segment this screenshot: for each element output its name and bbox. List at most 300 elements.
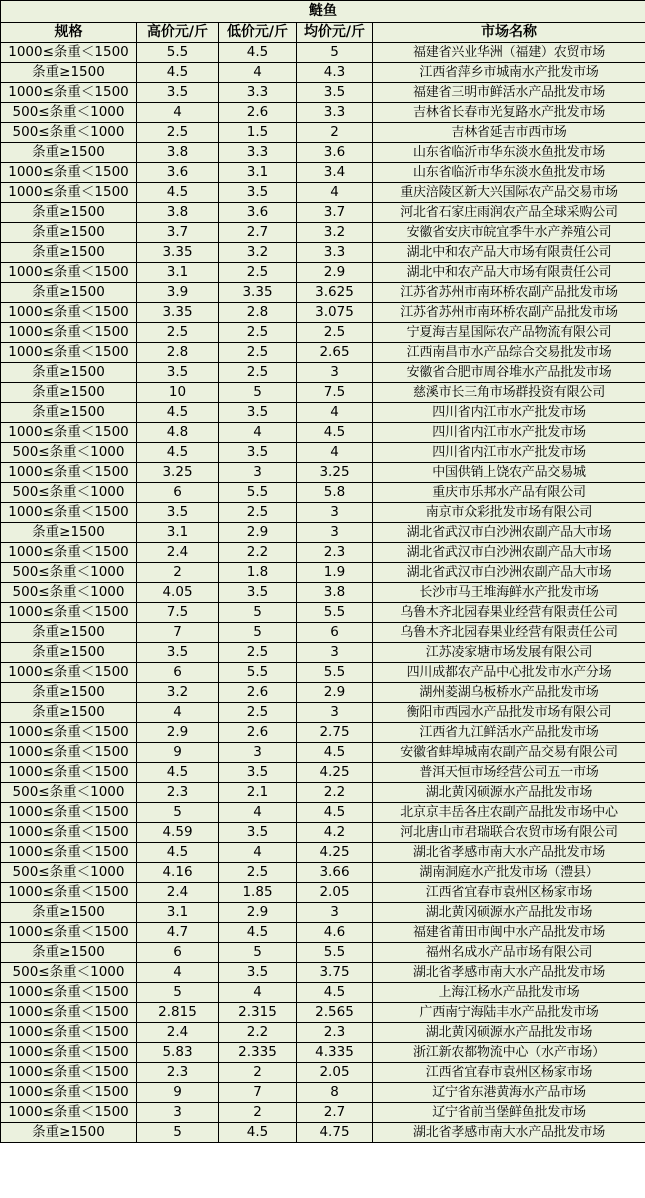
cell-avg-price: 2.3 [297,543,373,563]
cell-market-name: 江西省萍乡市城南水产批发市场 [373,63,645,83]
cell-low-price: 3.1 [219,163,297,183]
cell-low-price: 2.5 [219,263,297,283]
header-avg-price: 均价元/斤 [297,23,373,43]
table-row [1,483,645,503]
table-row [1,683,645,703]
cell-high-price: 4 [137,103,219,123]
cell-market-name: 辽宁省东港黄海水产品市场 [373,1083,645,1103]
cell-market-name: 湖北省孝感市南大水产品批发市场 [373,843,645,863]
cell-market-name: 山东省临沂市华东淡水鱼批发市场 [373,163,645,183]
cell-low-price: 3.5 [219,823,297,843]
cell-high-price: 4.59 [137,823,219,843]
table-row [1,723,645,743]
cell-low-price: 3.2 [219,243,297,263]
cell-high-price: 4.5 [137,403,219,423]
cell-high-price: 3.9 [137,283,219,303]
cell-market-name: 河北唐山市君瑞联合农贸市场有限公司 [373,823,645,843]
cell-high-price: 3 [137,1103,219,1123]
cell-market-name: 宁夏海吉星国际农产品物流有限公司 [373,323,645,343]
cell-market-name: 吉林省长春市光复路水产批发市场 [373,103,645,123]
table-row [1,923,645,943]
cell-spec: 1000≤条重＜1500 [1,983,137,1003]
cell-market-name: 四川省内江市水产批发市场 [373,403,645,423]
cell-market-name: 湖南洞庭水产批发市场（澧县） [373,863,645,883]
cell-spec: 1000≤条重＜1500 [1,1083,137,1103]
cell-low-price: 4 [219,423,297,443]
table-row [1,403,645,423]
table-body [1,1,645,1143]
cell-spec: 1000≤条重＜1500 [1,183,137,203]
table-row [1,643,645,663]
cell-spec: 500≤条重＜1000 [1,103,137,123]
cell-high-price: 4 [137,963,219,983]
cell-market-name: 湖北黄冈硕源水产品批发市场 [373,783,645,803]
cell-avg-price: 3.4 [297,163,373,183]
table-row [1,243,645,263]
cell-spec: 1000≤条重＜1500 [1,343,137,363]
cell-market-name: 中国供销上饶农产品交易城 [373,463,645,483]
cell-spec: 条重≥1500 [1,1123,137,1143]
cell-avg-price: 3.075 [297,303,373,323]
cell-market-name: 普洱天恒市场经营公司五一市场 [373,763,645,783]
cell-market-name: 山东省临沂市华东淡水鱼批发市场 [373,143,645,163]
cell-high-price: 3.2 [137,683,219,703]
table-row [1,803,645,823]
table-row [1,623,645,643]
cell-market-name: 湖北中和农产品大市场有限责任公司 [373,263,645,283]
table-row [1,363,645,383]
cell-high-price: 3.1 [137,523,219,543]
cell-low-price: 2.6 [219,683,297,703]
cell-low-price: 2.9 [219,523,297,543]
cell-avg-price: 2.75 [297,723,373,743]
cell-spec: 1000≤条重＜1500 [1,1063,137,1083]
cell-high-price: 3.5 [137,83,219,103]
cell-low-price: 2.7 [219,223,297,243]
cell-low-price: 5 [219,383,297,403]
cell-avg-price: 4.3 [297,63,373,83]
cell-avg-price: 4.25 [297,843,373,863]
cell-high-price: 4.5 [137,843,219,863]
cell-high-price: 4.7 [137,923,219,943]
cell-low-price: 2.5 [219,363,297,383]
cell-avg-price: 5.5 [297,603,373,623]
cell-low-price: 3.35 [219,283,297,303]
cell-low-price: 2.6 [219,103,297,123]
table-row [1,543,645,563]
table-row [1,283,645,303]
cell-market-name: 上海江杨水产品批发市场 [373,983,645,1003]
cell-avg-price: 3.25 [297,463,373,483]
cell-low-price: 1.8 [219,563,297,583]
table-row [1,323,645,343]
cell-spec: 条重≥1500 [1,283,137,303]
table-row [1,903,645,923]
table-row [1,583,645,603]
table-row [1,1123,645,1143]
cell-high-price: 2.3 [137,783,219,803]
cell-avg-price: 2.2 [297,783,373,803]
cell-avg-price: 4 [297,403,373,423]
cell-avg-price: 2.7 [297,1103,373,1123]
cell-low-price: 2 [219,1063,297,1083]
table-row [1,83,645,103]
table-row [1,343,645,363]
cell-low-price: 4.5 [219,1123,297,1143]
cell-high-price: 10 [137,383,219,403]
cell-spec: 1000≤条重＜1500 [1,83,137,103]
cell-low-price: 5.5 [219,483,297,503]
cell-market-name: 江西省九江鲜活水产品批发市场 [373,723,645,743]
header-high-price: 高价元/斤 [137,23,219,43]
cell-high-price: 5.5 [137,43,219,63]
cell-spec: 条重≥1500 [1,243,137,263]
cell-spec: 1000≤条重＜1500 [1,1023,137,1043]
cell-market-name: 乌鲁木齐北园春果业经营有限责任公司 [373,603,645,623]
table-row [1,203,645,223]
table-row [1,603,645,623]
cell-spec: 1000≤条重＜1500 [1,883,137,903]
cell-avg-price: 2.5 [297,323,373,343]
cell-avg-price: 5.5 [297,663,373,683]
cell-avg-price: 3.3 [297,103,373,123]
cell-market-name: 安徽省合肥市周谷堆水产品批发市场 [373,363,645,383]
table-row [1,563,645,583]
cell-market-name: 湖州菱湖乌板桥水产品批发市场 [373,683,645,703]
cell-spec: 条重≥1500 [1,203,137,223]
cell-spec: 1000≤条重＜1500 [1,423,137,443]
table-row [1,143,645,163]
cell-market-name: 南京市众彩批发市场有限公司 [373,503,645,523]
table-row [1,1063,645,1083]
cell-avg-price: 3.75 [297,963,373,983]
cell-high-price: 7.5 [137,603,219,623]
table-row [1,1043,645,1063]
cell-high-price: 4 [137,703,219,723]
cell-avg-price: 2.05 [297,1063,373,1083]
cell-market-name: 福州名成水产品市场有限公司 [373,943,645,963]
cell-spec: 1000≤条重＜1500 [1,1043,137,1063]
cell-high-price: 3.5 [137,363,219,383]
cell-low-price: 3.3 [219,143,297,163]
cell-high-price: 5.83 [137,1043,219,1063]
cell-market-name: 江苏省苏州市南环桥农副产品批发市场 [373,303,645,323]
cell-high-price: 4.05 [137,583,219,603]
cell-spec: 条重≥1500 [1,523,137,543]
cell-avg-price: 4 [297,183,373,203]
cell-market-name: 浙江新农都物流中心（水产市场） [373,1043,645,1063]
cell-spec: 1000≤条重＜1500 [1,43,137,63]
cell-low-price: 4 [219,983,297,1003]
cell-avg-price: 4.335 [297,1043,373,1063]
cell-market-name: 湖北黄冈硕源水产品批发市场 [373,1023,645,1043]
cell-spec: 500≤条重＜1000 [1,963,137,983]
cell-market-name: 长沙市马王堆海鲜水产批发市场 [373,583,645,603]
cell-avg-price: 4.5 [297,423,373,443]
cell-market-name: 湖北省武汉市白沙洲农副产品大市场 [373,523,645,543]
cell-low-price: 2 [219,1103,297,1123]
table-row [1,183,645,203]
cell-avg-price: 3.625 [297,283,373,303]
cell-avg-price: 4.5 [297,803,373,823]
cell-avg-price: 3 [297,643,373,663]
cell-spec: 条重≥1500 [1,903,137,923]
cell-low-price: 2.8 [219,303,297,323]
cell-avg-price: 7.5 [297,383,373,403]
cell-low-price: 2.335 [219,1043,297,1063]
cell-avg-price: 3.6 [297,143,373,163]
cell-spec: 1000≤条重＜1500 [1,663,137,683]
cell-low-price: 2.5 [219,863,297,883]
cell-low-price: 4 [219,63,297,83]
cell-market-name: 重庆市乐邦水产品有限公司 [373,483,645,503]
cell-spec: 条重≥1500 [1,943,137,963]
cell-avg-price: 2.565 [297,1003,373,1023]
table-row [1,763,645,783]
cell-spec: 1000≤条重＜1500 [1,543,137,563]
cell-high-price: 9 [137,1083,219,1103]
table-row [1,963,645,983]
table-row [1,103,645,123]
cell-high-price: 4.5 [137,183,219,203]
cell-low-price: 3.5 [219,403,297,423]
cell-high-price: 2.4 [137,1023,219,1043]
table-row [1,63,645,83]
cell-market-name: 河北省石家庄雨润农产品全球采购公司 [373,203,645,223]
table-row [1,263,645,283]
table-row [1,843,645,863]
cell-spec: 500≤条重＜1000 [1,443,137,463]
cell-market-name: 乌鲁木齐北园春果业经营有限责任公司 [373,623,645,643]
table-row [1,663,645,683]
cell-low-price: 4.5 [219,923,297,943]
header-market-name: 市场名称 [373,23,645,43]
cell-spec: 500≤条重＜1000 [1,863,137,883]
cell-spec: 1000≤条重＜1500 [1,603,137,623]
cell-high-price: 3.8 [137,143,219,163]
cell-avg-price: 4.75 [297,1123,373,1143]
cell-high-price: 3.1 [137,263,219,283]
cell-spec: 条重≥1500 [1,703,137,723]
cell-avg-price: 3.3 [297,243,373,263]
cell-market-name: 四川省内江市水产批发市场 [373,423,645,443]
cell-spec: 1000≤条重＜1500 [1,803,137,823]
cell-high-price: 5 [137,983,219,1003]
cell-high-price: 3.1 [137,903,219,923]
cell-spec: 1000≤条重＜1500 [1,843,137,863]
cell-spec: 条重≥1500 [1,403,137,423]
cell-avg-price: 4.5 [297,983,373,1003]
cell-high-price: 4.5 [137,443,219,463]
cell-market-name: 慈溪市长三角市场群投资有限公司 [373,383,645,403]
cell-high-price: 2.4 [137,883,219,903]
cell-market-name: 江西省宜春市袁州区杨家市场 [373,1063,645,1083]
cell-low-price: 5 [219,623,297,643]
cell-avg-price: 1.9 [297,563,373,583]
cell-high-price: 3.5 [137,503,219,523]
table-row [1,883,645,903]
table-row [1,503,645,523]
cell-low-price: 5 [219,603,297,623]
cell-spec: 1000≤条重＜1500 [1,163,137,183]
cell-avg-price: 4.2 [297,823,373,843]
cell-low-price: 5 [219,943,297,963]
header-low-price: 低价元/斤 [219,23,297,43]
table-row [1,703,645,723]
cell-market-name: 衡阳市西园水产品批发市场有限公司 [373,703,645,723]
cell-low-price: 3.3 [219,83,297,103]
cell-spec: 1000≤条重＜1500 [1,323,137,343]
cell-low-price: 4 [219,843,297,863]
table-title: 鲢鱼 [1,1,645,23]
cell-high-price: 2.815 [137,1003,219,1023]
cell-high-price: 6 [137,483,219,503]
cell-spec: 1000≤条重＜1500 [1,263,137,283]
cell-low-price: 7 [219,1083,297,1103]
cell-low-price: 2.2 [219,1023,297,1043]
header-row [1,23,645,43]
cell-spec: 1000≤条重＜1500 [1,1103,137,1123]
cell-low-price: 2.5 [219,503,297,523]
cell-market-name: 四川成都农产品中心批发市水产分场 [373,663,645,683]
cell-high-price: 3.8 [137,203,219,223]
title-row [1,1,645,23]
cell-avg-price: 3.5 [297,83,373,103]
cell-market-name: 重庆涪陵区新大兴国际农产品交易市场 [373,183,645,203]
cell-low-price: 5.5 [219,663,297,683]
cell-avg-price: 3 [297,503,373,523]
cell-spec: 1000≤条重＜1500 [1,823,137,843]
cell-market-name: 安徽省蚌埠城南农副产品交易有限公司 [373,743,645,763]
cell-avg-price: 8 [297,1083,373,1103]
cell-market-name: 辽宁省前当堡鲜鱼批发市场 [373,1103,645,1123]
cell-market-name: 湖北黄冈硕源水产品批发市场 [373,903,645,923]
cell-market-name: 湖北省武汉市白沙洲农副产品大市场 [373,563,645,583]
cell-market-name: 江苏省苏州市南环桥农副产品批发市场 [373,283,645,303]
cell-high-price: 3.6 [137,163,219,183]
cell-high-price: 2.9 [137,723,219,743]
cell-market-name: 湖北省孝感市南大水产品批发市场 [373,963,645,983]
cell-spec: 条重≥1500 [1,683,137,703]
cell-spec: 500≤条重＜1000 [1,583,137,603]
cell-avg-price: 2.9 [297,263,373,283]
cell-spec: 条重≥1500 [1,623,137,643]
cell-high-price: 3.5 [137,643,219,663]
cell-high-price: 3.25 [137,463,219,483]
cell-high-price: 2.3 [137,1063,219,1083]
cell-low-price: 2.2 [219,543,297,563]
cell-high-price: 6 [137,943,219,963]
cell-spec: 1000≤条重＜1500 [1,923,137,943]
cell-low-price: 3.6 [219,203,297,223]
cell-spec: 500≤条重＜1000 [1,123,137,143]
cell-high-price: 4.5 [137,763,219,783]
cell-market-name: 安徽省安庆市皖宜季牛水产养殖公司 [373,223,645,243]
cell-high-price: 2.5 [137,123,219,143]
cell-spec: 1000≤条重＜1500 [1,463,137,483]
cell-spec: 1000≤条重＜1500 [1,723,137,743]
cell-spec: 1000≤条重＜1500 [1,303,137,323]
cell-low-price: 3.5 [219,183,297,203]
cell-low-price: 4 [219,803,297,823]
cell-avg-price: 3 [297,703,373,723]
cell-high-price: 7 [137,623,219,643]
cell-spec: 1000≤条重＜1500 [1,503,137,523]
cell-market-name: 湖北省武汉市白沙洲农副产品大市场 [373,543,645,563]
table-row [1,1023,645,1043]
cell-low-price: 2.5 [219,703,297,723]
cell-low-price: 1.5 [219,123,297,143]
cell-avg-price: 4.6 [297,923,373,943]
cell-avg-price: 2.05 [297,883,373,903]
cell-avg-price: 4 [297,443,373,463]
cell-market-name: 福建省三明市鲜活水产品批发市场 [373,83,645,103]
cell-high-price: 5 [137,1123,219,1143]
cell-market-name: 北京京丰岳各庄农副产品批发市场中心 [373,803,645,823]
cell-spec: 1000≤条重＜1500 [1,743,137,763]
table-row [1,1103,645,1123]
cell-spec: 条重≥1500 [1,223,137,243]
cell-low-price: 2.5 [219,643,297,663]
cell-market-name: 江苏凌家塘市场发展有限公司 [373,643,645,663]
header-spec: 规格 [1,23,137,43]
cell-high-price: 4.8 [137,423,219,443]
cell-low-price: 3 [219,463,297,483]
cell-spec: 条重≥1500 [1,363,137,383]
cell-low-price: 2.9 [219,903,297,923]
cell-high-price: 2.5 [137,323,219,343]
cell-spec: 条重≥1500 [1,63,137,83]
cell-high-price: 3.7 [137,223,219,243]
table-row [1,863,645,883]
table-row [1,423,645,443]
cell-avg-price: 3.2 [297,223,373,243]
cell-low-price: 2.5 [219,323,297,343]
cell-market-name: 广西南宁海陆丰水产品批发市场 [373,1003,645,1023]
cell-spec: 1000≤条重＜1500 [1,763,137,783]
table-row [1,1083,645,1103]
cell-low-price: 3.5 [219,443,297,463]
cell-avg-price: 3.7 [297,203,373,223]
cell-avg-price: 2 [297,123,373,143]
table-row [1,983,645,1003]
cell-high-price: 9 [137,743,219,763]
cell-market-name: 吉林省延吉市西市场 [373,123,645,143]
cell-spec: 500≤条重＜1000 [1,483,137,503]
cell-high-price: 2.8 [137,343,219,363]
cell-avg-price: 5 [297,43,373,63]
cell-low-price: 2.315 [219,1003,297,1023]
table-row [1,743,645,763]
table-row [1,303,645,323]
table-row [1,823,645,843]
cell-spec: 500≤条重＜1000 [1,563,137,583]
cell-avg-price: 3.66 [297,863,373,883]
cell-high-price: 4.5 [137,63,219,83]
cell-avg-price: 4.25 [297,763,373,783]
cell-high-price: 5 [137,803,219,823]
cell-avg-price: 2.3 [297,1023,373,1043]
cell-low-price: 3.5 [219,763,297,783]
table-row [1,383,645,403]
table-row [1,943,645,963]
cell-spec: 条重≥1500 [1,383,137,403]
table-row [1,463,645,483]
cell-spec: 500≤条重＜1000 [1,783,137,803]
cell-market-name: 江西南昌市水产品综合交易批发市场 [373,343,645,363]
table-row [1,223,645,243]
cell-high-price: 4.16 [137,863,219,883]
